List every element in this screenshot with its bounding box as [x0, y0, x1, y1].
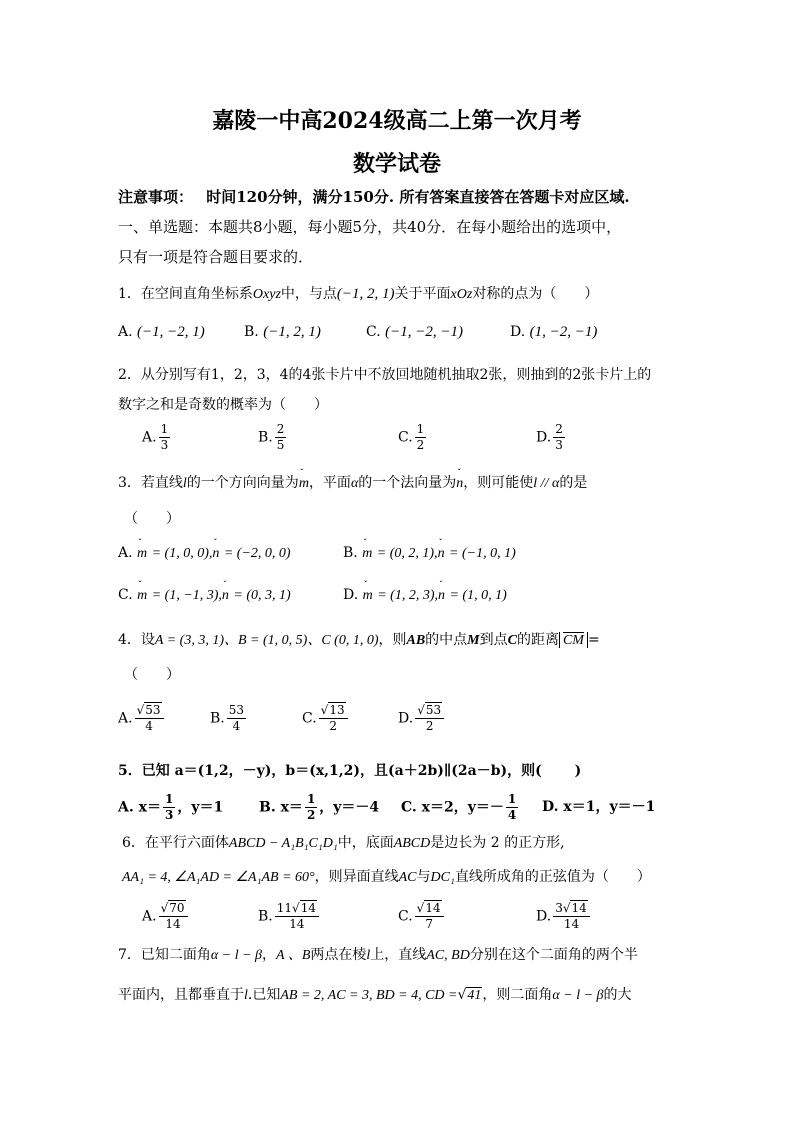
option-m-value: = (1, −1, 3),	[151, 588, 222, 603]
fraction	[506, 792, 518, 823]
fraction	[415, 703, 444, 734]
q1-option-a[interactable]	[118, 324, 205, 341]
option-m-value: = (0, 2, 1),	[376, 546, 438, 561]
numerator: 1	[306, 792, 316, 806]
q3-line-l: l	[182, 476, 187, 491]
vector-m-symbol: ˇ m	[137, 546, 147, 562]
option-label: A.	[118, 545, 133, 561]
q7-points: A 、B	[276, 948, 311, 963]
option-label: B.	[210, 710, 225, 727]
q3-relation: l // α	[533, 476, 560, 491]
notice	[118, 186, 630, 207]
q3-option-c[interactable]	[118, 587, 291, 604]
q4-point-m: M	[467, 633, 480, 648]
q7-text-g: .已知	[247, 987, 281, 1003]
fraction	[305, 792, 317, 823]
question-1-stem	[118, 283, 598, 303]
section-header-line1: 一、单选题：本题共8小题，每小题5分，共40分．在每小题给出的选项中，	[118, 218, 622, 236]
denominator: 3	[555, 438, 563, 452]
denominator: 14	[563, 917, 580, 931]
q6-line-ac: AC	[398, 870, 417, 885]
option-text: B. x＝	[259, 799, 303, 816]
numerator	[159, 901, 188, 917]
q4-text-d: 到点	[479, 632, 508, 648]
option-value: (−1, −2, −1)	[385, 324, 463, 340]
sqrt-sign	[292, 901, 300, 915]
section-header-line2: 只有一项是符合题目要求的．	[118, 248, 314, 266]
option-label: D.	[398, 710, 414, 727]
q3-text-f: 的是	[559, 475, 588, 491]
q4-vector-cm: CM	[562, 633, 584, 648]
q3-text-a: 3．若直线	[118, 475, 183, 491]
option-text: C. x＝2，y＝－	[401, 799, 504, 816]
question-4-stem	[118, 629, 600, 649]
option-n-value: = (−1, 0, 1)	[449, 546, 516, 561]
denominator: 4	[232, 719, 241, 733]
option-label: B.	[258, 429, 273, 446]
question-5-stem: 5．已知 a＝(1,2，－y)，b＝(x,1,2)，且(a＋2b)∥(2a－b)，则( )	[118, 763, 582, 779]
radicand: 14	[571, 901, 587, 915]
denominator: 2	[306, 808, 316, 822]
q3-option-d[interactable]	[343, 587, 507, 604]
q6-line-dc1: DC₁	[430, 870, 455, 885]
sqrt-sign	[417, 703, 425, 717]
q1-text-d: 对称的点为（ ）	[472, 286, 599, 302]
q3-vector-m: ˇ m	[299, 476, 309, 492]
q7-dihedral-angle: α − l − β	[210, 948, 263, 963]
q7-edge: l	[366, 948, 371, 963]
denominator: 3	[160, 438, 169, 452]
fraction	[159, 422, 171, 453]
q5-option-d[interactable]: D. x＝1，y＝－1	[542, 799, 656, 815]
q4-option-a[interactable]	[118, 703, 166, 734]
option-label: C.	[366, 324, 381, 340]
q7-text-f: 平面内，且都垂直于	[118, 987, 244, 1003]
option-value: (−1, 2, 1)	[263, 324, 321, 340]
vector-m-symbol: ˇ m	[137, 588, 147, 604]
option-label: B.	[244, 324, 259, 340]
fraction	[275, 422, 287, 453]
option-text: A. x＝	[118, 799, 161, 816]
radicand: 14	[425, 901, 441, 915]
numerator	[415, 703, 444, 719]
q2-option-c[interactable]	[398, 422, 428, 453]
option-label: A.	[142, 908, 157, 925]
fraction	[553, 422, 565, 453]
q6-option-b[interactable]	[258, 901, 321, 932]
notice-label: 注意事项：	[118, 188, 194, 206]
denominator: 2	[329, 719, 337, 733]
numerator: 1	[416, 422, 425, 436]
q6-text-a: 6．在平行六面体	[122, 835, 229, 851]
q4-text-e: 的距离	[516, 632, 559, 648]
option-label: D.	[536, 429, 552, 446]
option-n-value: = (0, 3, 1)	[233, 588, 291, 603]
denominator: 4	[507, 808, 517, 822]
q6-text-b: 中，底面	[337, 835, 394, 851]
q3-plane-alpha: α	[350, 476, 359, 491]
fraction	[415, 901, 444, 932]
q6-text-f: 直线所成角的正弦值为（ ）	[454, 869, 651, 885]
fraction	[135, 703, 164, 734]
question-6-line1	[122, 832, 565, 852]
q7-conditions: AB = 2, AC = 3, BD = 4, CD =	[280, 988, 458, 1003]
option-label: D.	[343, 587, 359, 603]
option-label: C.	[398, 429, 413, 446]
option-m-value: = (1, 2, 3),	[377, 588, 438, 603]
q4-vector-abs	[559, 632, 588, 648]
radicand: 13	[329, 703, 345, 717]
numerator: 2	[555, 422, 563, 436]
q1-text-c: 关于平面	[394, 286, 451, 302]
q7-dihedral-angle-2: α − l − β	[552, 988, 604, 1003]
q4-text-b: ，则	[378, 632, 407, 648]
vector-n-symbol: ˇ n	[222, 588, 229, 604]
vector-m-symbol: ˇ m	[362, 546, 372, 562]
q6-option-d[interactable]	[536, 901, 592, 932]
q5-option-a[interactable]	[118, 792, 223, 823]
q3-option-b[interactable]	[343, 545, 516, 562]
option-label: B.	[258, 908, 273, 925]
option-label: A.	[118, 324, 133, 340]
q4-points: A = (3, 3, 1)、B = (1, 0, 5)、C (0, 1, 0)	[154, 633, 379, 648]
fraction	[415, 422, 427, 453]
q6-option-a[interactable]	[142, 901, 190, 932]
q4-equals: =	[587, 632, 600, 648]
option-value: (1, −2, −1)	[529, 324, 598, 340]
q2-option-a[interactable]	[142, 422, 172, 453]
q1-plane: xOz	[450, 287, 473, 302]
numerator: 2	[276, 422, 285, 436]
denominator: 5	[276, 438, 285, 452]
q6-conditions: AA₁ = 4, ∠A₁AD = ∠A₁AB = 60°	[122, 870, 315, 885]
q4-option-b[interactable]	[210, 703, 248, 734]
q3-text-b: 的一个方向向量为	[186, 475, 299, 491]
question-6-line2	[122, 866, 651, 886]
numerator	[553, 901, 590, 917]
option-text: ，y＝1	[177, 799, 224, 816]
fraction	[553, 901, 590, 932]
q5-option-c[interactable]	[401, 792, 520, 823]
vector-n-symbol: ˇ n	[438, 546, 445, 562]
numerator	[275, 901, 319, 917]
q4-option-d[interactable]	[398, 703, 446, 734]
option-label: D.	[536, 908, 552, 925]
q7-lines: AC, BD	[426, 948, 470, 963]
q6-text-e: 与	[416, 869, 431, 885]
radicand: 14	[300, 901, 316, 915]
q2-option-b[interactable]	[258, 422, 288, 453]
q6-text-d: ，则异面直线	[314, 869, 399, 885]
question-2-line2: 数字之和是奇数的概率为（ ）	[118, 397, 328, 413]
option-label: A.	[142, 429, 157, 446]
q4-text-a: 4．设	[118, 632, 155, 648]
option-label: C.	[118, 587, 133, 603]
fraction	[319, 703, 348, 734]
q5-option-b[interactable]	[259, 792, 379, 823]
coefficient: 3	[555, 901, 563, 915]
q3-vector-n: ˇ n	[456, 476, 463, 492]
numerator	[415, 901, 444, 917]
coefficient: 11	[276, 901, 293, 915]
q7-text-e: 分别在这个二面角的两个半	[469, 947, 638, 963]
option-label: A.	[118, 710, 133, 727]
q3-text-d: 的一个法向量为	[358, 475, 457, 491]
numerator: 1	[164, 792, 174, 806]
q3-text-c: ，平面	[308, 475, 351, 491]
q7-edge-l: l	[244, 988, 248, 1003]
radicand: 41	[467, 988, 482, 1003]
q6-base: ABCD	[393, 836, 431, 851]
page-subtitle: 数学试卷	[352, 151, 441, 177]
vector-m-symbol: ˇ m	[363, 588, 373, 604]
q7-text-c: 两点在棱	[310, 947, 367, 963]
denominator: 14	[165, 917, 181, 931]
q6-option-c[interactable]	[398, 901, 446, 932]
page-title: 嘉陵一中高2024级高二上第一次月考	[212, 108, 582, 134]
radicand: 53	[145, 703, 161, 717]
denominator: 2	[425, 719, 434, 733]
numerator	[319, 703, 348, 719]
question-3-stem	[118, 472, 587, 492]
option-label: D.	[510, 324, 526, 340]
question-7-line1	[118, 944, 638, 964]
option-m-value: = (1, 0, 0),	[151, 546, 213, 561]
q7-text-i: 的大	[603, 987, 632, 1003]
q6-text-c: 是边长为 2 的正方形,	[430, 835, 565, 851]
denominator: 3	[164, 808, 174, 822]
q4-option-c[interactable]	[302, 703, 350, 734]
q7-text-a: 7．已知二面角	[118, 947, 211, 963]
option-label: B.	[343, 545, 358, 561]
denominator: 2	[416, 438, 425, 452]
denominator: 4	[145, 719, 153, 733]
q6-solid: ABCD − A₁B₁C₁D₁	[228, 836, 338, 851]
q4-paren: （ ）	[124, 667, 180, 683]
notice-text: 时间120分钟，满分150分. 所有答案直接答在答题卡对应区域.	[206, 188, 630, 206]
fraction	[275, 901, 319, 932]
q4-point-c: C	[507, 633, 517, 648]
q4-segment-ab: AB	[406, 633, 426, 648]
q4-text-c: 的中点	[425, 632, 468, 648]
q7-text-h: ，则二面角	[482, 987, 553, 1003]
denominator: 14	[289, 917, 305, 931]
q3-text-e: ，则可能使	[463, 475, 534, 491]
q1-text-a: 1．在空间直角坐标系	[118, 286, 253, 302]
numerator: 1	[507, 792, 517, 806]
vector-n-symbol: ˇ n	[212, 546, 219, 562]
q7-text-b: ，	[262, 947, 277, 963]
numerator: 53	[228, 703, 245, 717]
q1-text-b: 中，与点	[280, 286, 337, 302]
q3-option-a[interactable]	[118, 545, 291, 562]
option-n-value: = (−2, 0, 0)	[223, 546, 291, 561]
option-value: (−1, −2, 1)	[137, 324, 205, 340]
fraction	[163, 792, 175, 823]
vector-n-symbol: ˇ n	[438, 588, 445, 604]
q1-option-d[interactable]	[510, 324, 597, 341]
option-label: C.	[398, 908, 413, 925]
q1-option-b[interactable]	[244, 324, 321, 341]
option-text: ，y＝－4	[319, 799, 380, 816]
option-label: C.	[302, 710, 317, 727]
q3-paren: （ ）	[124, 511, 180, 527]
q2-option-d[interactable]	[536, 422, 567, 453]
numerator	[135, 703, 164, 719]
fraction	[159, 901, 188, 932]
radicand: 53	[425, 703, 442, 717]
denominator: 7	[425, 917, 433, 931]
q1-point: (−1, 2, 1)	[336, 286, 395, 302]
fraction	[227, 703, 246, 734]
q7-text-d: 上，直线	[370, 947, 427, 963]
question-7-line2	[118, 984, 632, 1004]
numerator: 1	[160, 422, 169, 436]
question-2-line1: 2．从分别写有1，2，3，4的4张卡片中不放回地随机抽取2张，则抽到的2张卡片上的	[118, 367, 652, 383]
q1-option-c[interactable]	[366, 324, 463, 341]
radicand: 70	[169, 901, 185, 915]
option-n-value: = (1, 0, 1)	[449, 588, 507, 603]
q1-coordinate-system: Oxyz	[252, 287, 281, 302]
